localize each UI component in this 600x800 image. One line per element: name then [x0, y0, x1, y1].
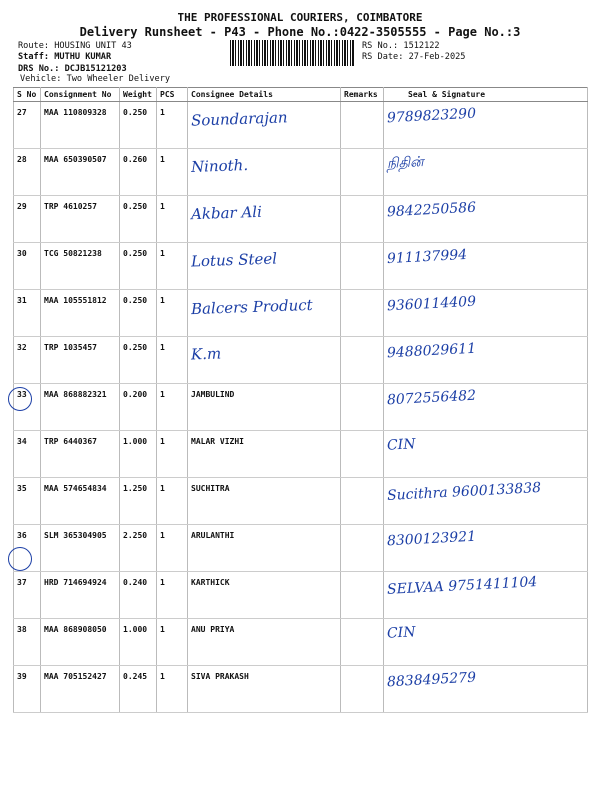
row-pcs-cell [157, 196, 188, 243]
row-weight-cell [120, 337, 157, 384]
row-remarks-cell [341, 431, 384, 478]
row-pcs-cell [157, 149, 188, 196]
row-pcs: 1 [160, 578, 165, 587]
row-consignment: MAA 105551812 [44, 296, 107, 305]
row-consignee-cell [188, 666, 341, 713]
row-signature: 8072556482 [386, 387, 477, 409]
row-consignee-cell [188, 572, 341, 619]
row-weight: 0.250 [123, 296, 148, 305]
row-weight: 0.250 [123, 249, 148, 258]
row-consignment: MAA 574654834 [44, 484, 107, 493]
row-sno: 33 [17, 390, 27, 399]
row-sno-cell [14, 149, 41, 196]
row-weight: 0.250 [123, 108, 148, 117]
row-pcs-cell [157, 619, 188, 666]
row-weight-cell [120, 666, 157, 713]
table-row [14, 666, 588, 713]
row-sno-cell [14, 478, 41, 525]
row-weight: 0.250 [123, 202, 148, 211]
row-weight-cell [120, 196, 157, 243]
circle-mark [8, 547, 32, 571]
row-sno: 34 [17, 437, 27, 446]
row-weight-cell [120, 478, 157, 525]
row-signature-cell [384, 196, 588, 243]
row-sno-cell [14, 619, 41, 666]
row-consignment-cell [41, 102, 120, 149]
row-weight: 0.250 [123, 343, 148, 352]
rs-number: RS No.: 1512122 [362, 41, 440, 51]
row-sno: 35 [17, 484, 27, 493]
row-pcs-cell [157, 525, 188, 572]
table-row [14, 384, 588, 431]
row-consignment-cell [41, 525, 120, 572]
row-consignee-cell [188, 243, 341, 290]
row-signature-cell [384, 384, 588, 431]
row-remarks-cell [341, 384, 384, 431]
row-consignment: TRP 1035457 [44, 343, 97, 352]
col-weight: Weight [120, 88, 157, 102]
table-row [14, 149, 588, 196]
row-consignment: MAA 868882321 [44, 390, 107, 399]
row-consignment-cell [41, 243, 120, 290]
row-consignment: HRD 714694924 [44, 578, 107, 587]
row-pcs-cell [157, 431, 188, 478]
col-consignee: Consignee Details [188, 88, 341, 102]
row-consignment-cell [41, 572, 120, 619]
row-consignee: JAMBULIND [191, 390, 235, 399]
sheet-title: THE PROFESSIONAL COURIERS, COIMBATORE [177, 11, 423, 24]
row-pcs-cell [157, 572, 188, 619]
row-signature: நிதின் [386, 154, 424, 172]
row-weight-cell [120, 572, 157, 619]
table-header-row [14, 88, 588, 102]
row-consignee: ANU PRIYA [191, 625, 235, 634]
row-consignee: SIVA PRAKASH [191, 672, 249, 681]
row-pcs-cell [157, 290, 188, 337]
row-remarks-cell [341, 149, 384, 196]
row-consignee-cell [188, 102, 341, 149]
row-pcs: 1 [160, 531, 165, 540]
table-row [14, 431, 588, 478]
row-consignment: TRP 6440367 [44, 437, 97, 446]
row-pcs: 1 [160, 390, 165, 399]
row-weight: 0.200 [123, 390, 148, 399]
row-remarks-cell [341, 337, 384, 384]
row-consignment-cell [41, 666, 120, 713]
row-pcs: 1 [160, 484, 165, 493]
row-consignment-cell [41, 478, 120, 525]
table-row [14, 525, 588, 572]
row-consignee: Akbar Ali [190, 202, 263, 224]
row-consignment-cell [41, 384, 120, 431]
row-signature-cell [384, 431, 588, 478]
row-sno: 29 [17, 202, 27, 211]
row-weight-cell [120, 431, 157, 478]
route-label: Route: HOUSING UNIT 43 [18, 41, 132, 51]
circle-mark [8, 387, 32, 411]
row-pcs: 1 [160, 202, 165, 211]
row-signature: SELVAA 9751411104 [386, 574, 538, 598]
row-signature-cell [384, 525, 588, 572]
rs-date: RS Date: 27-Feb-2025 [362, 52, 466, 62]
row-remarks-cell [341, 290, 384, 337]
row-weight: 2.250 [123, 531, 148, 540]
row-weight-cell [120, 102, 157, 149]
table-row [14, 243, 588, 290]
row-signature-cell [384, 619, 588, 666]
row-sno: 28 [17, 155, 27, 164]
col-sno: S No [14, 88, 41, 102]
table-row [14, 478, 588, 525]
row-signature-cell [384, 666, 588, 713]
row-weight: 1.000 [123, 437, 148, 446]
row-remarks-cell [341, 572, 384, 619]
row-signature: CIN [386, 436, 416, 454]
row-signature-cell [384, 337, 588, 384]
table-row [14, 102, 588, 149]
row-pcs-cell [157, 384, 188, 431]
row-signature-cell [384, 102, 588, 149]
row-consignee-cell [188, 431, 341, 478]
row-weight: 0.240 [123, 578, 148, 587]
row-sno-cell [14, 243, 41, 290]
row-signature-cell [384, 572, 588, 619]
row-sno: 32 [17, 343, 27, 352]
table-row [14, 572, 588, 619]
row-remarks-cell [341, 196, 384, 243]
row-remarks-cell [341, 478, 384, 525]
drs-number: DRS No.: DCJB15121203 [18, 64, 127, 74]
row-sno: 31 [17, 296, 27, 305]
row-weight-cell [120, 619, 157, 666]
row-signature-cell [384, 149, 588, 196]
row-pcs: 1 [160, 155, 165, 164]
table-row [14, 290, 588, 337]
row-consignment-cell [41, 431, 120, 478]
row-consignee-cell [188, 525, 341, 572]
row-weight-cell [120, 290, 157, 337]
vehicle-label: Vehicle: Two Wheeler Delivery [20, 74, 171, 84]
row-sno: 30 [17, 249, 27, 258]
row-signature: 8838495279 [386, 669, 477, 691]
row-signature-cell [384, 478, 588, 525]
row-consignment: TRP 4610257 [44, 202, 97, 211]
row-signature-cell [384, 290, 588, 337]
row-consignee: Lotus Steel [190, 249, 278, 271]
row-sno: 36 [17, 531, 27, 540]
row-sno: 38 [17, 625, 27, 634]
row-weight: 0.260 [123, 155, 148, 164]
runsheet-table [13, 87, 588, 713]
row-signature: 911137994 [386, 246, 468, 268]
row-consignee: K.m [190, 344, 222, 364]
row-pcs-cell [157, 102, 188, 149]
col-consignment: Consignment No [41, 88, 120, 102]
row-pcs: 1 [160, 343, 165, 352]
row-sno-cell [14, 666, 41, 713]
row-consignment: MAA 110809328 [44, 108, 107, 117]
row-pcs: 1 [160, 108, 165, 117]
sheet-subtitle: Delivery Runsheet - P43 - Phone No.:0422-3505555 - Page No.:3 [79, 25, 521, 39]
table-row [14, 337, 588, 384]
row-sno-cell [14, 196, 41, 243]
row-pcs: 1 [160, 437, 165, 446]
row-consignment: MAA 868908050 [44, 625, 107, 634]
col-signature: Seal & Signature [384, 88, 588, 102]
row-consignee: Soundarajan [190, 108, 288, 130]
row-consignment: TCG 50821238 [44, 249, 102, 258]
row-weight: 1.000 [123, 625, 148, 634]
row-consignee: Ninoth. [190, 156, 249, 176]
row-sno-cell [14, 290, 41, 337]
row-pcs-cell [157, 478, 188, 525]
row-consignment-cell [41, 619, 120, 666]
col-pcs: PCS [157, 88, 188, 102]
row-signature-cell [384, 243, 588, 290]
staff-label: Staff: MUTHU KUMAR [18, 52, 112, 62]
row-weight: 0.245 [123, 672, 148, 681]
row-consignment: MAA 705152427 [44, 672, 107, 681]
row-remarks-cell [341, 666, 384, 713]
row-consignment: SLM 365304905 [44, 531, 107, 540]
row-signature: 8300123921 [386, 528, 477, 550]
row-sno: 37 [17, 578, 27, 587]
row-weight-cell [120, 243, 157, 290]
row-consignment-cell [41, 337, 120, 384]
row-remarks-cell [341, 243, 384, 290]
row-sno-cell [14, 337, 41, 384]
row-consignment-cell [41, 149, 120, 196]
row-pcs-cell [157, 337, 188, 384]
row-consignee: SUCHITRA [191, 484, 230, 493]
row-remarks-cell [341, 102, 384, 149]
row-weight: 1.250 [123, 484, 148, 493]
row-consignee: MALAR VIZHI [191, 437, 244, 446]
row-remarks-cell [341, 525, 384, 572]
row-consignment-cell [41, 196, 120, 243]
row-pcs: 1 [160, 296, 165, 305]
table-row [14, 619, 588, 666]
row-sno-cell [14, 572, 41, 619]
row-consignee: Balcers Product [190, 295, 313, 319]
row-consignee-cell [188, 619, 341, 666]
row-signature: 9842250586 [386, 199, 477, 221]
row-sno: 27 [17, 108, 27, 117]
row-weight-cell [120, 384, 157, 431]
row-consignment-cell [41, 290, 120, 337]
row-sno-cell [14, 102, 41, 149]
row-consignee-cell [188, 149, 341, 196]
row-consignee: ARULANTHI [191, 531, 235, 540]
row-weight-cell [120, 525, 157, 572]
table-row [14, 196, 588, 243]
row-consignee-cell [188, 290, 341, 337]
col-remarks: Remarks [341, 88, 384, 102]
row-signature: 9360114409 [386, 293, 477, 315]
row-pcs: 1 [160, 672, 165, 681]
row-pcs: 1 [160, 249, 165, 258]
row-consignee-cell [188, 478, 341, 525]
row-consignee-cell [188, 196, 341, 243]
row-pcs-cell [157, 666, 188, 713]
barcode-image [230, 40, 355, 66]
row-sno: 39 [17, 672, 27, 681]
row-sno-cell [14, 431, 41, 478]
row-consignee: KARTHICK [191, 578, 230, 587]
row-weight-cell [120, 149, 157, 196]
row-signature: Sucithra 9600133838 [386, 479, 542, 505]
row-consignment: MAA 650390507 [44, 155, 107, 164]
row-consignee-cell [188, 337, 341, 384]
row-signature: 9789823290 [386, 105, 477, 127]
row-consignee-cell [188, 384, 341, 431]
row-signature: 9488029611 [386, 340, 477, 362]
row-remarks-cell [341, 619, 384, 666]
row-pcs: 1 [160, 625, 165, 634]
row-signature: CIN [386, 624, 416, 642]
row-pcs-cell [157, 243, 188, 290]
